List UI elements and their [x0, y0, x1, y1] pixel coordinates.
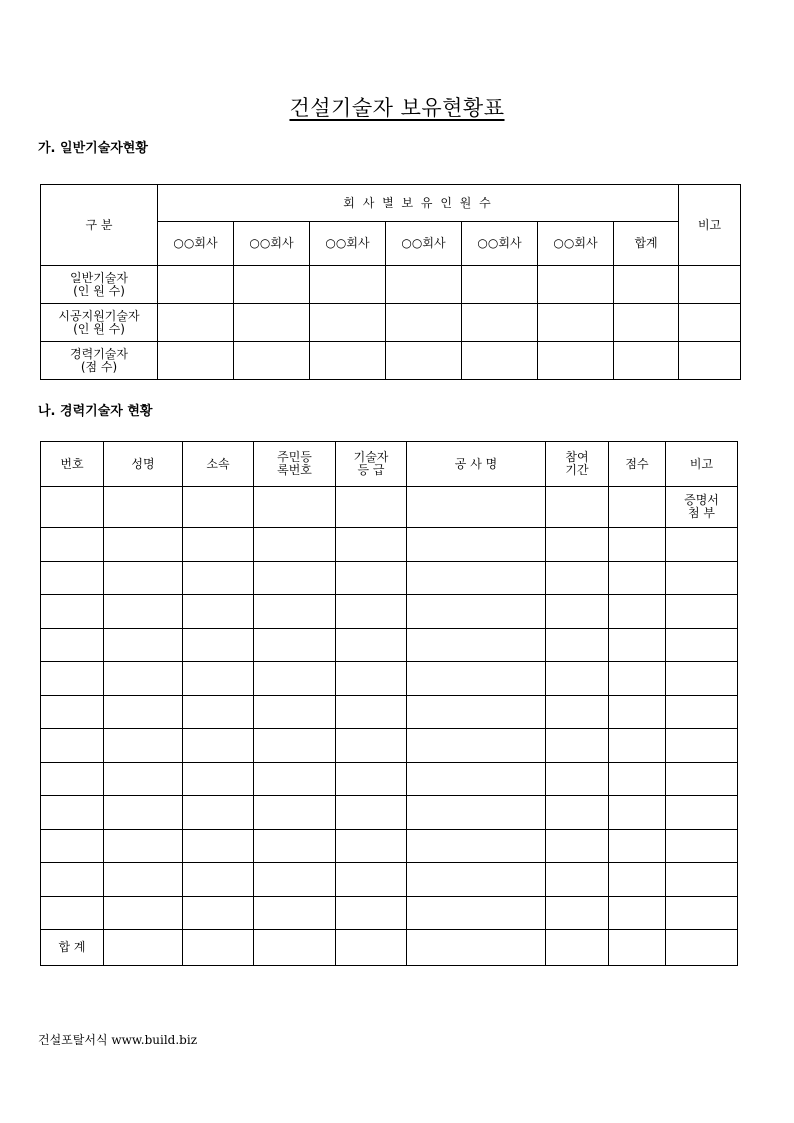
data-cell	[104, 628, 183, 662]
data-cell	[666, 662, 738, 696]
data-cell	[254, 863, 336, 897]
data-cell	[666, 561, 738, 595]
data-cell	[254, 762, 336, 796]
company-header: ○○회사	[234, 222, 310, 266]
section-a-heading: 가. 일반기술자현황	[38, 141, 148, 156]
data-cell	[609, 896, 666, 930]
data-cell	[254, 695, 336, 729]
data-cell	[336, 695, 407, 729]
data-cell	[254, 796, 336, 830]
data-cell	[254, 729, 336, 763]
col-header-name: 성명	[104, 442, 183, 487]
data-cell	[183, 796, 254, 830]
col-header-score: 점수	[609, 442, 666, 487]
data-cell	[310, 304, 386, 342]
data-cell	[336, 762, 407, 796]
data-cell	[666, 528, 738, 562]
data-cell	[546, 829, 609, 863]
data-cell	[158, 304, 234, 342]
data-cell	[234, 342, 310, 380]
data-cell	[104, 487, 183, 528]
data-cell	[104, 863, 183, 897]
data-cell	[462, 266, 538, 304]
data-cell	[407, 896, 546, 930]
data-cell	[104, 762, 183, 796]
data-cell	[462, 304, 538, 342]
data-cell	[546, 561, 609, 595]
data-cell	[609, 796, 666, 830]
data-cell	[666, 863, 738, 897]
data-cell	[546, 487, 609, 528]
data-cell	[254, 561, 336, 595]
data-cell	[41, 896, 104, 930]
data-cell	[254, 528, 336, 562]
data-cell	[546, 595, 609, 629]
data-cell	[336, 729, 407, 763]
table-row	[41, 595, 738, 629]
data-cell	[546, 896, 609, 930]
certificate-attached-note: 증명서 첨 부	[666, 487, 738, 528]
data-cell	[546, 695, 609, 729]
data-cell	[104, 695, 183, 729]
data-cell	[104, 528, 183, 562]
data-cell	[546, 762, 609, 796]
data-cell	[609, 662, 666, 696]
data-cell	[609, 561, 666, 595]
data-cell	[104, 896, 183, 930]
col-header-resident-number: 주민등 록번호	[254, 442, 336, 487]
table-row	[41, 628, 738, 662]
table-row	[41, 729, 738, 763]
total-label: 합 계	[41, 930, 104, 966]
col-header-period: 참여 기간	[546, 442, 609, 487]
data-cell	[104, 595, 183, 629]
data-cell	[183, 595, 254, 629]
col-header-number: 번호	[41, 442, 104, 487]
data-cell	[666, 796, 738, 830]
data-cell	[609, 930, 666, 966]
data-cell	[234, 304, 310, 342]
table-row	[41, 796, 738, 830]
data-cell	[407, 628, 546, 662]
table-row	[41, 662, 738, 696]
data-cell	[104, 561, 183, 595]
data-cell	[386, 266, 462, 304]
company-header: ○○회사	[310, 222, 386, 266]
data-cell	[104, 662, 183, 696]
data-cell	[609, 695, 666, 729]
data-cell	[183, 695, 254, 729]
data-cell	[336, 896, 407, 930]
table-row	[41, 863, 738, 897]
data-cell	[41, 695, 104, 729]
data-cell	[183, 863, 254, 897]
data-cell	[614, 266, 679, 304]
data-cell	[666, 595, 738, 629]
data-cell	[254, 628, 336, 662]
data-cell	[679, 266, 741, 304]
data-cell	[254, 829, 336, 863]
data-cell	[609, 762, 666, 796]
data-cell	[609, 729, 666, 763]
data-cell	[609, 628, 666, 662]
company-staff-group-header: 회 사 별 보 유 인 원 수	[158, 185, 679, 222]
data-cell	[538, 304, 614, 342]
data-cell	[254, 595, 336, 629]
data-cell	[546, 628, 609, 662]
blank-rows	[41, 528, 738, 930]
data-cell	[41, 662, 104, 696]
data-cell	[104, 729, 183, 763]
data-cell	[336, 487, 407, 528]
data-cell	[546, 662, 609, 696]
data-cell	[546, 930, 609, 966]
data-cell	[254, 487, 336, 528]
data-cell	[666, 628, 738, 662]
table-row	[41, 304, 741, 342]
table-row	[41, 695, 738, 729]
data-cell	[41, 863, 104, 897]
data-cell	[386, 342, 462, 380]
data-cell	[336, 930, 407, 966]
data-cell	[183, 561, 254, 595]
company-header: ○○회사	[386, 222, 462, 266]
company-header: ○○회사	[538, 222, 614, 266]
data-cell	[104, 930, 183, 966]
data-cell	[254, 896, 336, 930]
data-cell	[546, 729, 609, 763]
table-row	[41, 528, 738, 562]
col-header-affiliation: 소속	[183, 442, 254, 487]
row-label: 경력기술자 (점 수)	[41, 342, 158, 380]
table-row	[41, 266, 741, 304]
total-header: 합계	[614, 222, 679, 266]
footer-label: 건설포탈서식	[38, 1033, 108, 1047]
section-b-heading: 나. 경력기술자 현황	[38, 404, 153, 419]
data-cell	[336, 796, 407, 830]
data-cell	[41, 796, 104, 830]
data-cell	[679, 304, 741, 342]
data-cell	[336, 595, 407, 629]
company-header: ○○회사	[158, 222, 234, 266]
table-row	[41, 561, 738, 595]
data-cell	[407, 796, 546, 830]
data-cell	[407, 829, 546, 863]
row-label: 일반기술자 (인 원 수)	[41, 266, 158, 304]
footer-url: www.build.biz	[111, 1033, 198, 1047]
company-header: ○○회사	[462, 222, 538, 266]
row-label: 시공지원기술자 (인 원 수)	[41, 304, 158, 342]
data-cell	[336, 561, 407, 595]
data-cell	[336, 829, 407, 863]
col-header-grade: 기술자 등 급	[336, 442, 407, 487]
document-title: 건설기술자 보유현황표	[289, 96, 505, 120]
data-cell	[407, 528, 546, 562]
experienced-engineers-table	[40, 441, 738, 966]
data-cell	[609, 528, 666, 562]
data-cell	[158, 342, 234, 380]
data-cell	[538, 266, 614, 304]
data-cell	[666, 930, 738, 966]
data-cell	[183, 729, 254, 763]
total-row	[41, 930, 738, 966]
data-cell	[183, 628, 254, 662]
data-cell	[546, 863, 609, 897]
footer	[38, 1031, 197, 1048]
data-cell	[666, 695, 738, 729]
data-cell	[407, 762, 546, 796]
data-cell	[254, 930, 336, 966]
data-cell	[183, 829, 254, 863]
data-cell	[310, 266, 386, 304]
data-cell	[336, 528, 407, 562]
data-cell	[407, 487, 546, 528]
data-cell	[41, 528, 104, 562]
col-header-project-name: 공 사 명	[407, 442, 546, 487]
data-cell	[104, 829, 183, 863]
data-cell	[407, 561, 546, 595]
general-engineers-table	[40, 184, 741, 380]
data-cell	[386, 304, 462, 342]
data-cell	[546, 528, 609, 562]
data-cell	[666, 829, 738, 863]
data-cell	[310, 342, 386, 380]
data-cell	[336, 863, 407, 897]
data-cell	[407, 930, 546, 966]
data-cell	[254, 662, 336, 696]
data-cell	[336, 628, 407, 662]
table-row	[41, 342, 741, 380]
data-cell	[546, 796, 609, 830]
data-cell	[462, 342, 538, 380]
data-cell	[41, 729, 104, 763]
data-cell	[41, 829, 104, 863]
data-cell	[614, 342, 679, 380]
data-cell	[183, 528, 254, 562]
table-row	[41, 762, 738, 796]
data-cell	[183, 762, 254, 796]
data-cell	[41, 487, 104, 528]
data-cell	[234, 266, 310, 304]
data-cell	[104, 796, 183, 830]
data-cell	[407, 863, 546, 897]
data-cell	[609, 829, 666, 863]
data-cell	[614, 304, 679, 342]
data-cell	[407, 695, 546, 729]
data-cell	[538, 342, 614, 380]
col-header-remarks: 비고	[666, 442, 738, 487]
remarks-header: 비고	[679, 185, 741, 266]
data-cell	[666, 896, 738, 930]
data-cell	[679, 342, 741, 380]
data-cell	[41, 628, 104, 662]
data-cell	[609, 863, 666, 897]
data-cell	[407, 729, 546, 763]
data-cell	[407, 662, 546, 696]
data-cell	[666, 729, 738, 763]
data-cell	[666, 762, 738, 796]
data-cell	[609, 595, 666, 629]
data-cell	[183, 487, 254, 528]
data-cell	[41, 595, 104, 629]
data-cell	[41, 561, 104, 595]
data-cell	[407, 595, 546, 629]
table-row	[41, 829, 738, 863]
data-cell	[336, 662, 407, 696]
data-cell	[183, 896, 254, 930]
table-row	[41, 896, 738, 930]
category-header: 구 분	[41, 185, 158, 266]
data-cell	[41, 762, 104, 796]
table-row	[41, 487, 738, 528]
data-cell	[609, 487, 666, 528]
data-cell	[183, 930, 254, 966]
data-cell	[158, 266, 234, 304]
data-cell	[183, 662, 254, 696]
